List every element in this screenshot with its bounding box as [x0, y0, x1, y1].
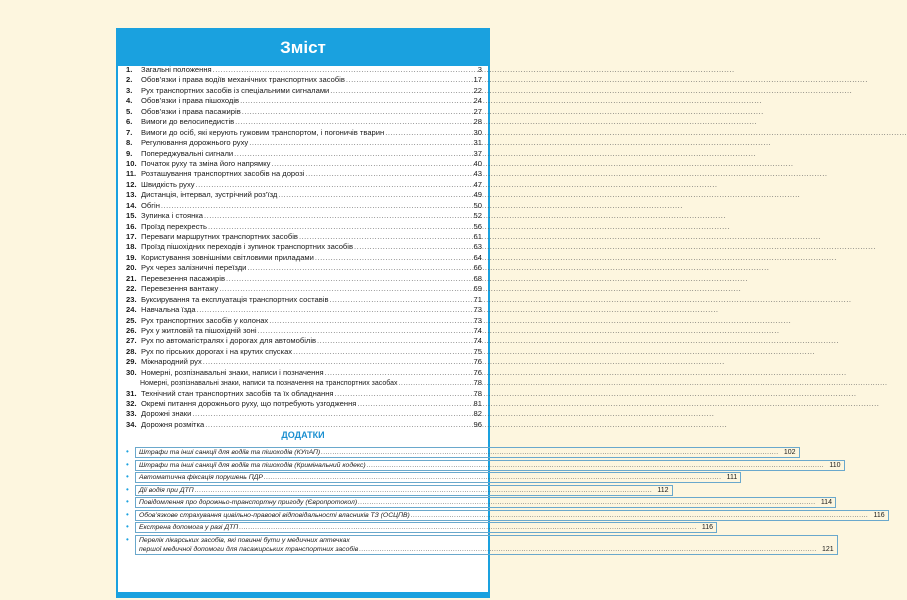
toc-entry[interactable] — [126, 399, 482, 409]
appendix-leader-dots — [239, 523, 697, 532]
toc-leader-dots — [269, 316, 472, 326]
toc-entry-page: 71 — [473, 294, 482, 304]
toc-entry[interactable] — [126, 96, 482, 106]
toc-entry-title: Рух через залізничні переїзди — [141, 263, 247, 273]
toc-entry-page: 73 — [473, 315, 482, 325]
toc-entry-title: Вимоги до велосипедистів — [141, 117, 235, 127]
toc-entry-title: Користування зовнішніми світловими приладами — [141, 252, 314, 262]
appendix-list — [126, 447, 885, 556]
toc-entry[interactable] — [126, 274, 482, 284]
appendix-item-line — [139, 448, 796, 457]
toc-entry-page: 68 — [473, 273, 482, 283]
toc-entry-number: 15. — [126, 211, 137, 221]
appendix-item-box — [135, 472, 741, 483]
appendix-item[interactable] — [126, 472, 738, 483]
toc-entry-page: 61 — [473, 232, 482, 241]
toc-leader-dots — [203, 357, 473, 367]
toc-entry[interactable] — [126, 75, 482, 85]
toc-leader-dots — [357, 399, 472, 409]
toc-entry-title: Рух транспортних засобів із спеціальними сигналами — [141, 85, 330, 95]
toc-entry-page: 78 — [473, 378, 482, 388]
appendix-heading: ДОДАТКИ — [281, 430, 325, 440]
toc-entry-page: 75 — [473, 346, 482, 356]
toc-entry-title: Дорожня розмітка — [141, 419, 205, 429]
appendix-item-title: Екстрена допомога у разі ДТП — [139, 524, 239, 531]
bullet-icon: • — [126, 484, 129, 494]
toc-entry[interactable] — [126, 253, 482, 263]
toc-entry[interactable] — [126, 180, 482, 190]
toc-entry-page: 3 — [477, 65, 482, 74]
toc-entry[interactable] — [126, 65, 482, 75]
toc-entry-page: 63 — [473, 242, 482, 252]
bullet-icon: • — [126, 534, 129, 544]
appendix-item-box — [135, 460, 845, 471]
appendix-item-title: Штрафи та інші санкції для водіїв та пішоходів (Кримінальний кодекс) — [139, 461, 366, 469]
toc-entry-number: 6. — [126, 117, 133, 127]
bullet-icon: • — [126, 497, 129, 506]
toc-entry-number: 34. — [126, 419, 137, 429]
toc-entry-page: 76 — [473, 367, 482, 377]
appendix-item-title: Перелік лікарських засобів, які повинні бути у медичних аптечках — [139, 536, 350, 544]
toc-entry[interactable] — [126, 263, 482, 273]
toc-entry[interactable] — [126, 232, 482, 242]
toc-entry-number: 21. — [126, 273, 137, 283]
appendix-item-page: 116 — [701, 524, 714, 531]
appendix-item-line — [139, 545, 834, 554]
toc-entry-page: 74 — [473, 336, 482, 346]
appendix-leader-dots — [367, 461, 825, 470]
toc-entry-number: 19. — [126, 252, 137, 262]
toc-entry-number: 1. — [126, 65, 133, 74]
toc-entry-title: Номерні, розпізнавальні знаки, написи та позначення на транспортних засобах — [140, 380, 398, 388]
appendix-item-line — [139, 473, 737, 482]
appendix-item-title: Автоматична фіксація порушень ПДР — [139, 474, 263, 481]
appendix-item[interactable] — [126, 447, 796, 458]
toc-entry-number: 2. — [126, 75, 133, 85]
toc-entry[interactable] — [126, 222, 482, 232]
toc-leader-dots — [240, 96, 472, 106]
toc-entry-title: Швидкість руху — [141, 179, 195, 189]
toc-entry-title: Номерні, розпізнавальні знаки, написи і позначення — [141, 367, 324, 377]
appendix-item-box — [135, 497, 836, 508]
page-header — [118, 30, 488, 66]
toc-entry-number: 16. — [126, 221, 137, 231]
toc-leader-dots — [249, 138, 472, 148]
appendix-item[interactable] — [126, 497, 832, 508]
toc-entry-page: 96 — [473, 419, 482, 429]
toc-entry[interactable] — [126, 149, 482, 159]
toc-entry-title: Перевезення вантажу — [141, 284, 219, 294]
toc-entry[interactable] — [126, 169, 482, 179]
toc-entry-title: Рух по гірських дорогах і на крутих спусках — [141, 346, 293, 356]
toc-entry-title: Проїзд перехресть — [141, 221, 207, 231]
toc-entry[interactable] — [126, 347, 482, 357]
toc-entry-title: Проїзд пішохідних переходів і зупинок транспортних засобів — [141, 242, 354, 252]
toc-leader-dots — [219, 284, 472, 294]
toc-entry-title: Обгін — [141, 200, 160, 210]
toc-entry[interactable] — [126, 190, 482, 200]
toc-leader-dots — [258, 326, 473, 336]
table-of-contents — [126, 65, 482, 430]
toc-entry-number: 23. — [126, 294, 137, 304]
toc-entry-title: Обов’язки і права водіїв механічних транспортних засобів — [141, 75, 345, 85]
appendix-item-box — [135, 522, 717, 533]
toc-entry-page: 69 — [473, 284, 482, 294]
toc-entry-title: Рух по автомагістралях і дорогах для автомобілів — [141, 336, 317, 346]
appendix-item-title: Дії водія при ДТП — [139, 486, 194, 494]
toc-entry-title: Рух у житловій та пішохідній зоні — [141, 325, 257, 335]
toc-entry[interactable] — [126, 242, 482, 252]
toc-leader-dots — [242, 107, 473, 117]
appendix-item-page: 102 — [783, 449, 796, 456]
toc-entry[interactable] — [126, 295, 482, 305]
bullet-icon: • — [126, 522, 129, 531]
appendix-item-page: 110 — [829, 461, 841, 469]
toc-leader-dots — [278, 190, 472, 200]
toc-leader-dots — [346, 75, 473, 85]
appendix-item-line — [139, 523, 713, 532]
toc-entry[interactable] — [126, 409, 482, 419]
toc-entry-title: Розташування транспортних засобів на дорозі — [141, 169, 305, 179]
toc-entry-number: 18. — [126, 242, 137, 252]
toc-entry[interactable] — [126, 284, 482, 294]
toc-entry[interactable] — [126, 159, 482, 169]
toc-entry-title: Зупинка і стоянка — [141, 211, 203, 221]
appendix-item-box — [135, 535, 838, 555]
toc-entry[interactable] — [126, 117, 482, 127]
toc-entry-number: 25. — [126, 315, 137, 325]
toc-entry[interactable] — [126, 86, 482, 96]
bullet-icon: • — [126, 447, 129, 456]
toc-entry-title: Дистанція, інтервал, зустрічний роз’їзд — [141, 190, 278, 200]
toc-leader-dots — [299, 232, 473, 242]
toc-entry[interactable] — [126, 201, 482, 211]
bullet-icon: • — [126, 459, 129, 469]
toc-entry-page: 22 — [473, 85, 482, 95]
toc-entry-number: 7. — [126, 127, 133, 137]
toc-entry[interactable] — [126, 420, 482, 430]
appendix-item-page: 121 — [821, 545, 834, 553]
appendix-item-line — [139, 486, 669, 495]
toc-entry-number: 24. — [126, 305, 137, 315]
toc-entry-page: 66 — [473, 263, 482, 273]
toc-entry-title: Перевезення пасажирів — [141, 273, 225, 283]
toc-leader-dots — [271, 159, 472, 169]
toc-entry-page: 24 — [473, 96, 482, 106]
appendix-leader-dots — [359, 545, 817, 554]
appendix-item-box — [135, 485, 673, 496]
toc-entry-number: 22. — [126, 284, 137, 294]
toc-entry-number: 33. — [126, 409, 137, 419]
toc-entry-page: 30 — [473, 127, 482, 137]
toc-entry-page: 56 — [473, 221, 482, 231]
toc-entry-number: 13. — [126, 190, 137, 200]
toc-leader-dots — [205, 420, 472, 430]
toc-entry-title: Обов’язки і права пішоходів — [141, 96, 240, 106]
toc-entry-title: Попереджувальні сигнали — [141, 148, 234, 158]
toc-entry-title: Початок руху та зміна його напрямку — [141, 158, 271, 168]
appendix-item[interactable] — [126, 522, 714, 533]
toc-entry-page: 43 — [473, 169, 482, 179]
toc-entry-title: Рух транспортних засобів у колонах — [141, 315, 269, 325]
toc-entry-title: Вимоги до осіб, які керують гужовим транспортом, і погоничів тварин — [141, 127, 385, 137]
toc-entry-number: 28. — [126, 346, 137, 356]
toc-entry-number: 14. — [126, 200, 137, 210]
toc-entry[interactable] — [126, 138, 482, 148]
toc-entry-title: Міжнародний рух — [141, 357, 202, 367]
toc-entry-title: Буксирування та експлуатація транспортних составів — [141, 294, 329, 304]
appendix-item[interactable] — [126, 534, 834, 555]
toc-entry-page: 49 — [473, 190, 482, 200]
toc-entry[interactable] — [126, 211, 482, 221]
toc-leader-dots — [204, 211, 473, 221]
appendix-item-line — [139, 461, 841, 470]
toc-leader-dots — [317, 336, 473, 346]
toc-leader-dots — [330, 86, 472, 96]
appendix-item-line — [139, 536, 834, 545]
appendix-item-line — [139, 511, 885, 520]
toc-entry-number: 8. — [126, 138, 133, 148]
toc-entry[interactable] — [126, 378, 482, 388]
toc-entry-number: 31. — [126, 388, 137, 398]
toc-leader-dots — [235, 117, 472, 127]
appendix-item-box — [135, 510, 889, 521]
toc-leader-dots — [315, 253, 473, 263]
appendix-leader-dots — [321, 448, 779, 457]
appendix-item-title: Повідомлення про дорожньо-транспортну пригоду (Європротокол) — [139, 499, 358, 506]
toc-leader-dots — [330, 295, 473, 305]
toc-entry-number: 30. — [126, 367, 137, 377]
toc-entry[interactable] — [126, 316, 482, 326]
toc-entry-title: Обов’язки і права пасажирів — [141, 106, 241, 116]
bullet-icon: • — [126, 472, 129, 481]
toc-leader-dots — [293, 347, 472, 357]
toc-entry-number: 10. — [126, 158, 137, 168]
toc-entry-page: 52 — [473, 211, 482, 221]
toc-entry[interactable] — [126, 357, 482, 367]
toc-entry-page: 27 — [473, 106, 482, 116]
toc-entry-page: 73 — [473, 305, 482, 315]
toc-leader-dots — [213, 65, 477, 75]
toc-entry-number: 3. — [126, 85, 133, 95]
page-title: Зміст — [280, 38, 326, 57]
toc-entry[interactable] — [126, 305, 482, 315]
toc-entry-page: 74 — [473, 325, 482, 335]
toc-entry-title: Навчальна їзда — [141, 305, 196, 315]
toc-leader-dots — [234, 149, 472, 159]
appendix-item-title: першої медичної допомоги для пасажирських транспортних засобів — [139, 545, 359, 553]
toc-entry-page: 64 — [473, 252, 482, 262]
appendix-item-title: Штрафи та інші санкції для водіїв та пішоходів (КУпАП) — [139, 449, 321, 456]
toc-entry-title: Переваги маршрутних транспортних засобів — [141, 232, 298, 241]
toc-entry-page: 40 — [473, 158, 482, 168]
toc-entry-page: 82 — [473, 409, 482, 419]
toc-entry-page: 50 — [473, 200, 482, 210]
appendix-item-page: 112 — [657, 486, 669, 494]
toc-entry-number: 17. — [126, 232, 137, 241]
toc-leader-dots — [197, 305, 473, 315]
appendix-leader-dots — [195, 486, 653, 495]
bullet-icon: • — [126, 509, 129, 519]
toc-entry-page: 76 — [473, 357, 482, 367]
appendix-item-box — [135, 447, 800, 458]
toc-entry-title: Регулювання дорожнього руху — [141, 138, 249, 148]
toc-entry-number: 20. — [126, 263, 137, 273]
toc-entry-title: Дорожні знаки — [141, 409, 192, 419]
appendix-item-page: 116 — [873, 511, 885, 519]
appendix-item-page: 111 — [726, 474, 738, 481]
appendix-leader-dots — [411, 511, 869, 520]
bottom-bar — [118, 592, 488, 596]
toc-leader-dots — [335, 389, 473, 399]
appendix-leader-dots — [358, 498, 816, 507]
appendix-item[interactable] — [126, 484, 669, 496]
toc-entry-title: Технічний стан транспортних засобів та їх обладнання — [141, 388, 334, 398]
toc-page — [116, 28, 885, 598]
appendix-item[interactable] — [126, 459, 841, 471]
toc-leader-dots — [385, 128, 472, 138]
toc-leader-dots — [354, 242, 473, 252]
appendix-leader-dots — [264, 473, 722, 482]
toc-leader-dots — [247, 263, 472, 273]
toc-leader-dots — [226, 274, 473, 284]
appendix-item-page: 114 — [820, 499, 832, 506]
toc-leader-dots — [196, 180, 473, 190]
toc-entry-number: 27. — [126, 336, 137, 346]
toc-leader-dots — [192, 409, 472, 419]
toc-entry-page: 81 — [473, 399, 482, 408]
toc-entry-title: Окремі питання дорожнього руху, що потребують узгодження — [141, 399, 357, 408]
toc-entry[interactable] — [126, 368, 482, 378]
toc-entry-number: 9. — [126, 148, 133, 158]
toc-entry-page: 47 — [473, 179, 482, 189]
toc-entry-number: 26. — [126, 325, 137, 335]
toc-entry[interactable] — [126, 389, 482, 399]
toc-entry-title: Загальні положення — [141, 65, 212, 74]
toc-entry-number: 32. — [126, 399, 137, 408]
toc-entry-page: 31 — [473, 138, 482, 148]
toc-entry-page: 37 — [473, 148, 482, 158]
appendix-item-title: Обов’язкове страхування цивільно-правової відповідальності власників ТЗ (ОСЦПВ) — [139, 511, 410, 519]
toc-entry-number: 29. — [126, 357, 137, 367]
toc-entry-page: 28 — [473, 117, 482, 127]
toc-entry-number: 11. — [126, 169, 137, 179]
toc-leader-dots — [161, 201, 473, 211]
toc-leader-dots — [325, 368, 473, 378]
toc-entry[interactable] — [126, 107, 482, 117]
toc-entry[interactable] — [126, 336, 482, 346]
toc-entry-number: 5. — [126, 106, 133, 116]
toc-leader-dots — [305, 169, 472, 179]
toc-entry-number: 4. — [126, 96, 133, 106]
toc-leader-dots — [208, 222, 473, 232]
toc-entry-page: 17 — [473, 75, 482, 85]
appendix-item-line — [139, 498, 832, 507]
toc-entry-page: 78 — [473, 388, 482, 398]
appendix-item[interactable] — [126, 509, 885, 521]
toc-entry[interactable] — [126, 128, 482, 138]
toc-entry[interactable] — [126, 326, 482, 336]
toc-entry-number: 12. — [126, 179, 137, 189]
